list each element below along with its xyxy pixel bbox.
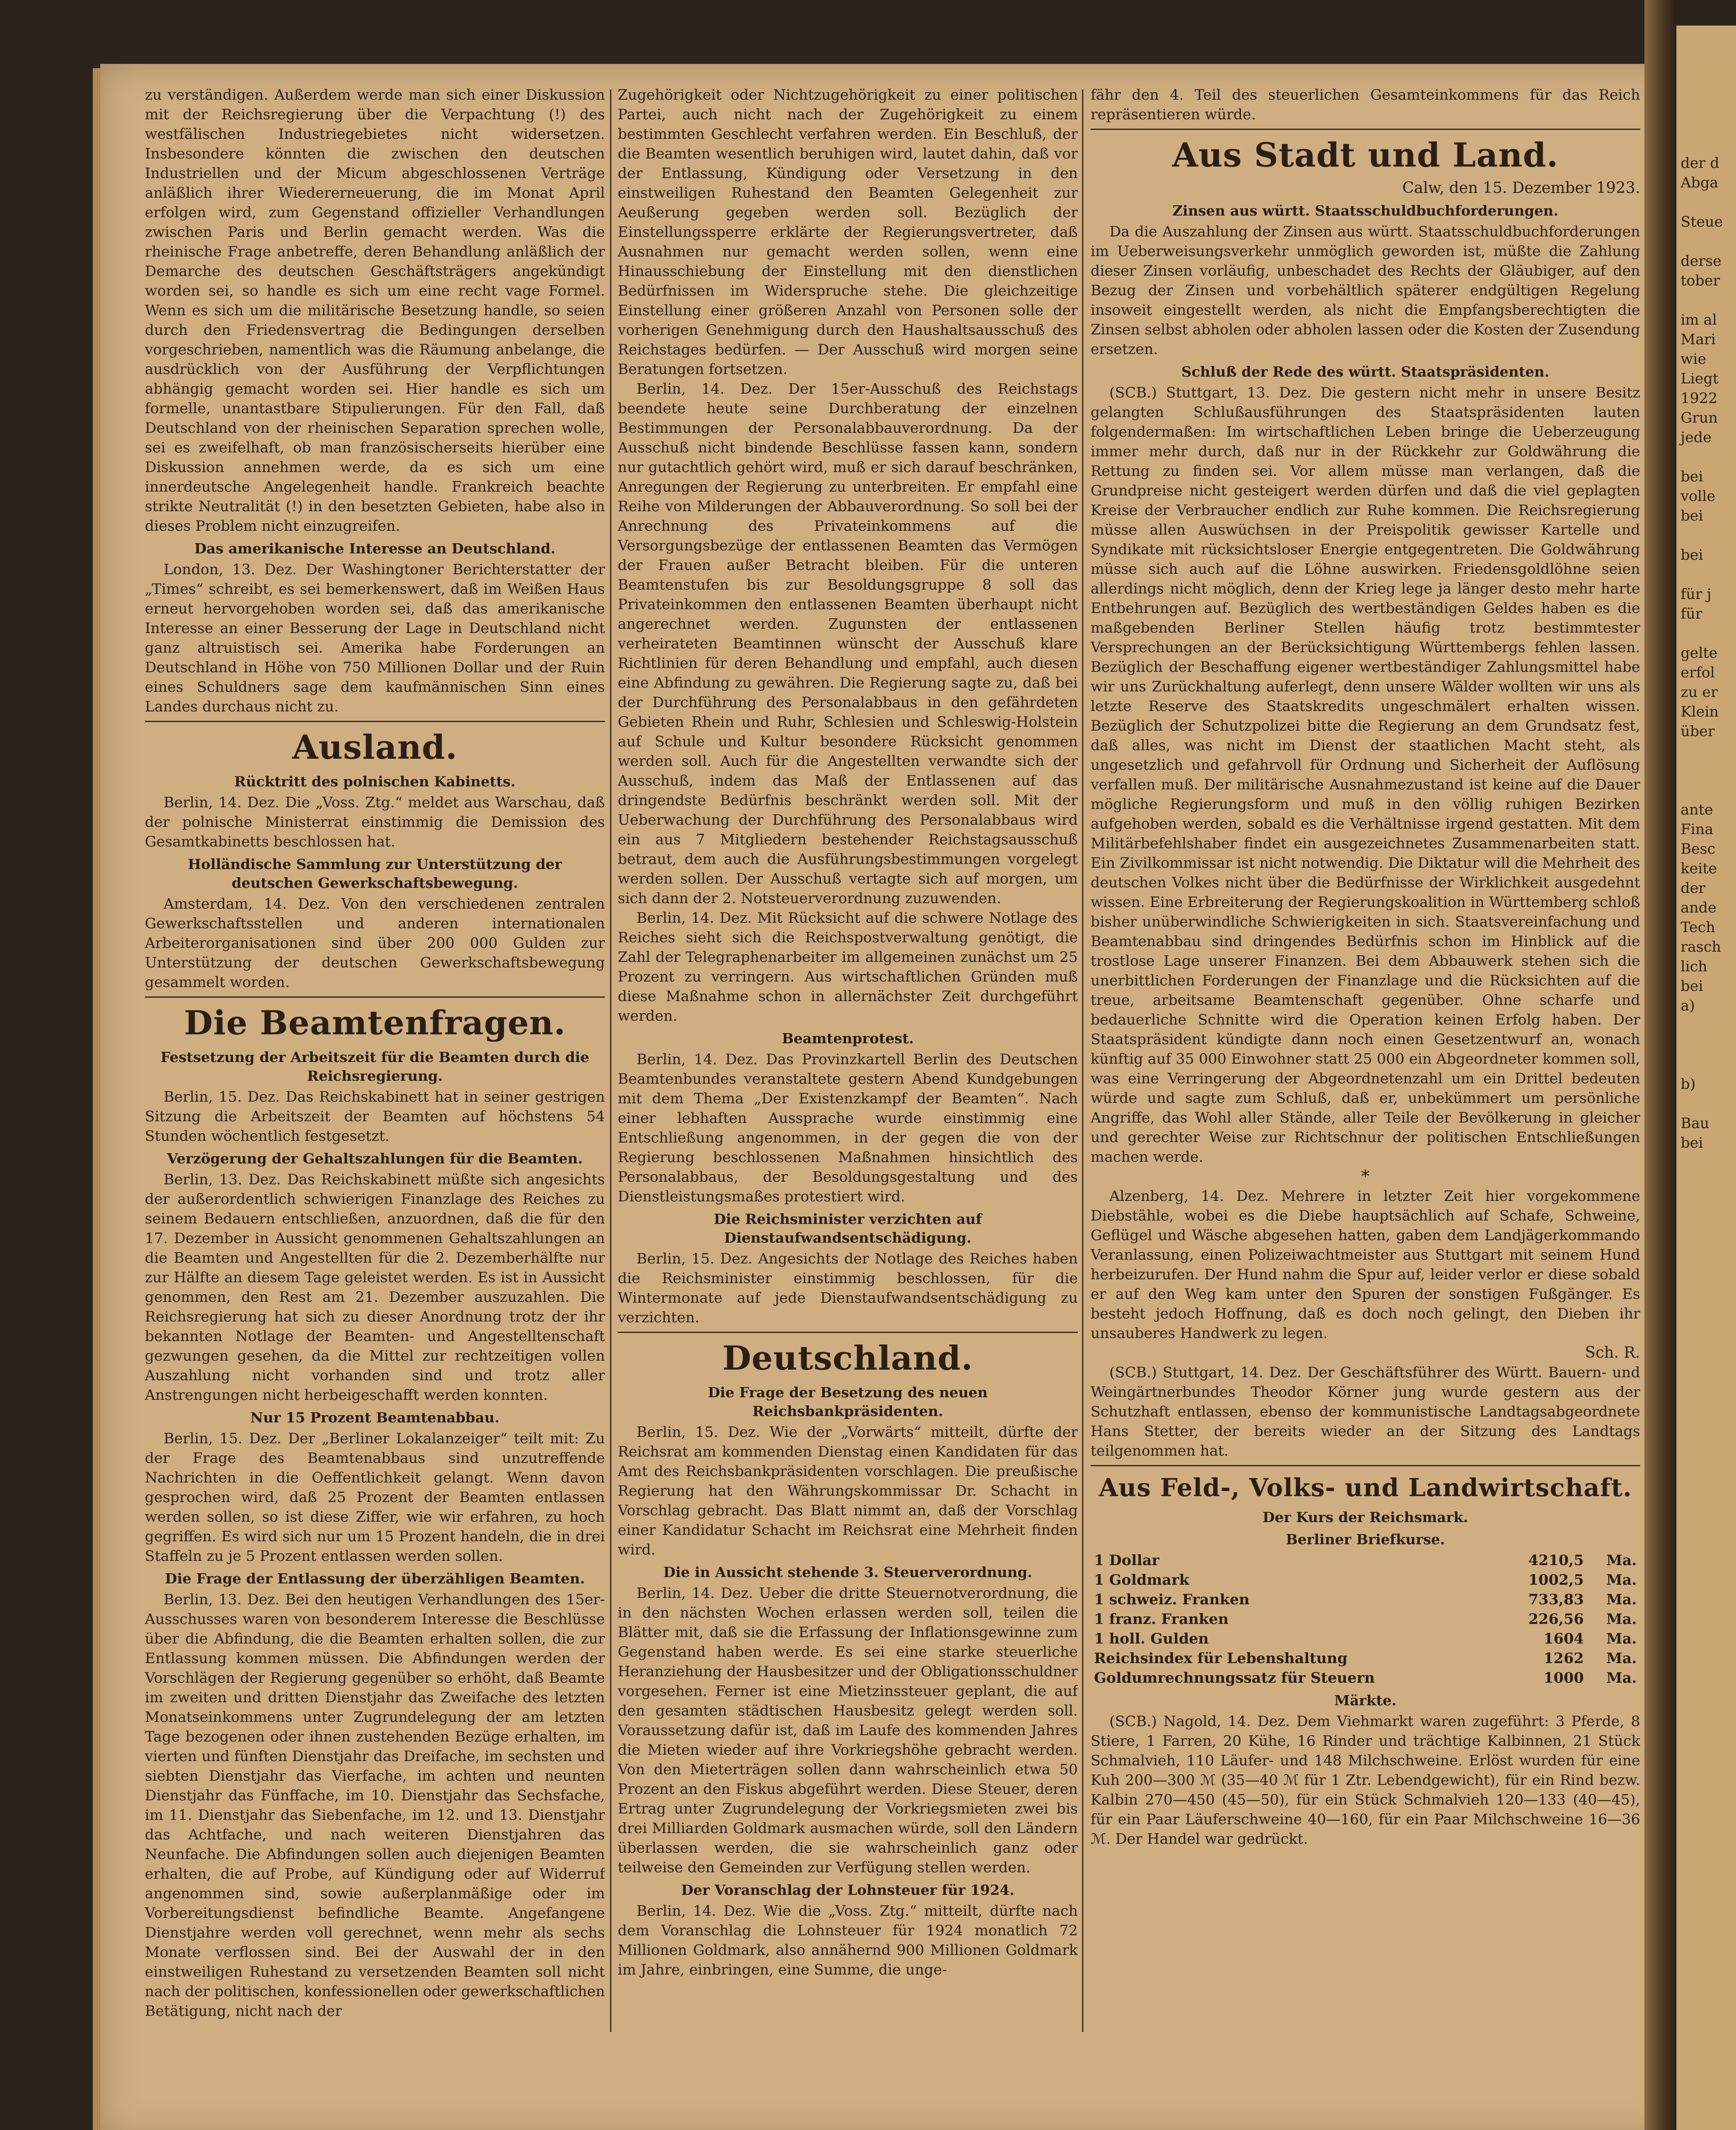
fragment-line <box>1681 741 1736 761</box>
fragment-line: volle <box>1681 488 1716 505</box>
rate-unit: Ma. <box>1606 1630 1637 1647</box>
article-text: (SCB.) Stuttgart, 13. Dez. Die gestern nicht mehr in unsere Besitz gelangten Schlußausführungen des Staatspräsidenten lauten folgendermaßen: Im wirtschaftlichen Leben bringe die Ueberzeugung immer mehr durch, daß nur in der Rückkehr zur Goldwährung die Rettung zu finden sei. Vor allem müsse man verlangen, daß die Grundpreise nicht gesteigert werden dürfen und daß die viel geplagten Kreise der Verbraucher endlich zur Ruhe kommen. Die Reichsregierung müsse allen Auswüchsen in der Preispolitik gewisser Kartelle und Syndikate mit rücksichtsloser Energie entgegentreten. Die Goldwährung müsse sich auch auf die Löhne auswirken. Friedensgoldlöhne seien allerdings nicht möglich, denn der Krieg lege ja länger desto mehr harte Entbehrungen auf. Bezüglich des wertbeständigen Geldes haben es die maßgebenden Berliner Stellen häufig trotz bestimmtester Versprechungen an der Berücksichtigung Württembergs fehlen lassen. Bezüglich der Beschaffung eigener wertbeständiger Zahlungsmittel habe wir uns Zurückhaltung auferlegt, denn unsere Wälder wollten wir uns als letzte Reserve des Staatskredits ungeschmälert erhalten wissen. Bezüglich der Schutzpolizei bitte die Regierung an dem Grundsatz fest, daß alles, was nicht im Dienst der staatlichen Macht steht, als ungesetzlich und gefahrvoll für Ordnung und Sicherheit der Auflösung verfallen muß. Der militärische Ausnahmezustand ist keine auf die Dauer mögliche Regierungsform und muß in den völlig ruhigen Bezirken aufgehoben werden, sobald es die Verhältnisse irgend gestatten. Mit dem Militärbefehlshaber findet ein ausgezeichnetes Zusammenarbeiten statt. Ein Zivilkommissar ist nicht notwendig. Die Diktatur will die Mehrheit des deutschen Volkes nicht über die Bedürfnisse der Wirklichkeit ausgedehnt wissen. Eine Erbreiterung der Regierungskoalition in Württemberg schloß bisher unüberwindliche Schwierigkeiten in sich. Staatsvereinfachung und Beamtenabbau sind dringendes Bedürfnis schon im Hinblick auf die trostlose Lage unserer Finanzen. Bei dem Abbauwerk stehen sich die unerbittlichen Forderungen der Finanzlage und die Rücksichten auf die treue, arbeitsame Beamtenschaft gegenüber. Ohne scharfe und bedauerliche Schnitte wird die Operation keinen Erfolg haben. Der Staatspräsident kündigte dann noch einen Gesetzentwurf an, wonach künftig auf 35 000 Einwohner statt 25 000 ein Abgeordneter kommen soll, was eine Verringerung der Abgeordnetenzahl um ein Drittel bedeuten würde und sagte zum Schluß, daß er, unbekümmert um persönliche Angriffe, das Wohl aller Stände, aller Teile der Bevölkerung in gleicher und gerechter Weise zur Richtschnur der politischen Entschließungen machen werde. <box>1091 384 1640 1166</box>
article-text: Berlin, 14. Dez. Der 15er-Ausschuß des Reichstags beendete heute seine Durchberatung der einzelnen Bestimmungen der Personalabbauverordnung. Da der Ausschuß nicht bindende Beschlüsse fassen kann, sondern nur gutachtlich gehört wird, muß er sich darauf beschränken, Anregungen der Regierung zu unterbreiten. Er empfahl eine Reihe von Milderungen der Abbauverordnung. So soll bei der Anrechnung des Privateinkommens auf die Versorgungsbezüge der entlassenen Beamten das Vermögen der Frauen außer Betracht bleiben. Für die unteren Beamtenstufen bis zur Besoldungsgruppe 8 soll das Privateinkommen den entlassenen Beamten überhaupt nicht angerechnet werden. Zugunsten der entlassenen verheirateten Beamtinnen wünscht der Ausschuß klare Richtlinien für deren Behandlung und empfahl, auch diesen eine Abfindung zu gewähren. Die Regierung sagte zu, daß bei der Durchführung des Personalabbaus in den gefährdeten Gebieten Rhein und Ruhr, Schlesien und Schleswig-Holstein auf Schule und Kultur besondere Rücksicht genommen werden soll. Auch für die Angestellten verwandte sich der Ausschuß, indem das Maß der Entlassenen auf das dringendste Bedürfnis beschränkt werden soll. Mit der Ueberwachung der Durchführung des Personalabbaus wird ein aus 7 Mitgliedern bestehender Reichstagsausschuß betraut, dem auch die Ausführungsbestimmungen vorgelegt werden sollen. Der Ausschuß vertagte sich auf morgen, um sich dann der 2. Notsteuerverordnung zuzuwenden. <box>618 380 1078 907</box>
exchange-rate-table <box>1091 1551 1640 1688</box>
adjacent-page-fragment <box>1676 26 1736 2130</box>
rate-value: 226,56 <box>1528 1611 1584 1628</box>
article-text: Berlin, 14. Dez. Mit Rücksicht auf die schwere Notlage des Reiches sieht sich die Reichspostverwaltung genötigt, die Zahl der Telegraphenarbeiter im allgemeinen zunächst um 25 Prozent zu verringern. Aus wirtschaftlichen Gründen muß diese Maßnahme schon in allernächster Zeit durchgeführt werden. <box>618 910 1078 1025</box>
fragment-line: 1922 <box>1681 390 1718 407</box>
section-heading-stadt-und-land: Aus Stadt und Land. <box>1172 136 1559 175</box>
fragment-line: Liegt <box>1681 370 1719 387</box>
rate-value: 4210,5 <box>1528 1552 1584 1569</box>
article-subheading: Berliner Briefkurse. <box>1286 1531 1445 1548</box>
section-divider <box>1091 129 1640 130</box>
fragment-line: ante <box>1681 801 1713 818</box>
column-2 <box>618 85 1078 2036</box>
fragment-line: Grun <box>1681 409 1718 426</box>
fragment-line <box>1681 1016 1736 1035</box>
rate-name: 1 franz. Franken <box>1094 1611 1229 1628</box>
fragment-line <box>1681 1055 1736 1074</box>
rate-value: 1604 <box>1543 1630 1584 1647</box>
article-text: Berlin, 15. Dez. Angesichts der Notlage des Reiches haben die Reichsminister einstimmig beschlossen, für die Wintermonate auf jede Dienstaufwandsentschädigung zu verzichten. <box>618 1250 1078 1326</box>
fragment-line: Besc <box>1681 840 1716 858</box>
rate-value: 1262 <box>1543 1650 1584 1667</box>
fragment-line <box>1681 447 1736 467</box>
article-text: Berlin, 13. Dez. Das Reichskabinett müßte sich angesichts der außerordentlich schwierigen Finanzlage des Reiches zu seinem Bedauern entschließen, anzuordnen, daß die für den 17. Dezember in Aussicht genommenen Gehaltszahlungen an die Beamten und Angestellten für die 2. Dezemberhälfte nur zur Hälfte an diesem Tage geleistet werden. Es ist in Aussicht genommen, den Rest am 21. Dezember auszuzahlen. Die Reichsregierung hat sich zu dieser Anordnung trotz der ihr bekannten Notlage der Beamten- und Angestelltenschaft gezwungen gesehen, da die Mittel zur rechtzeitigen vollen Auszahlung nicht vorhanden sind und trotz aller Anstrengungen nicht herbeigeschafft werden konnten. <box>145 1171 605 1404</box>
article-heading: Schluß der Rede des württ. Staatspräsidenten. <box>1181 363 1549 380</box>
article-text: fähr den 4. Teil des steuerlichen Gesamteinkommens für das Reich repräsentieren würde. <box>1091 86 1640 123</box>
article-text: Zugehörigkeit oder Nichtzugehörigkeit zu einer politischen Partei, auch nicht nach der Zugehörigkeit zu einem bestimmten Geschlecht verfahren werden. Ein Beschluß, der die Beamten wesentlich beruhigen wird, lautet dahin, daß vor der Entlassung, Kündigung oder Versetzung in den einstweiligen Ruhestand den Beamten Gelegenheit zur Aeußerung gegeben werden soll. Bezüglich der Einstellungssperre erklärte der Regierungsvertreter, daß Ausnahmen nur gemacht werden sollen, wenn eine Hinausschiebung der Einstellung mit den dienstlichen Bedürfnissen im Widerspruche stehe. Die gleichzeitige Einstellung einer größeren Anzahl von Personen solle der vorherigen Genehmigung durch den Haushaltsausschuß des Reichstages bedürfen. — Der Ausschuß wird morgen seine Beratungen fortsetzen. <box>618 86 1078 378</box>
rate-unit: Ma. <box>1606 1611 1637 1628</box>
fragment-line: bei <box>1681 468 1703 485</box>
article-heading: Der Kurs der Reichsmark. <box>1262 1509 1468 1526</box>
article-text: zu verständigen. Außerdem werde man sich einer Diskussion mit der Reichsregierung über die Verpachtung (!) des westfälischen Industriegebietes nicht widersetzen. Insbesondere könnten die zwischen den deutschen Industriellen und der Micum abgeschlossenen Verträge anläßlich ihrer Wiedererneuerung, die im Monat April erfolgen wird, zum Gegenstand offizieller Verhandlungen zwischen Paris und Berlin gemacht werden. Was die rheinische Frage anbetreffe, deren Behandlung anläßlich der Demarche des deutschen Geschäftsträgers angekündigt worden sei, so handle es sich um eine recht vage Formel. Wenn es sich um die militärische Besetzung handle, so seien durch den Friedensvertrag die Bedingungen derselben vorgeschrieben, namentlich was die Räumung anbelange, die ausdrücklich von der Ausführung der Verpflichtungen abhängig gemacht worden sei. Hier handle es sich um formelle, unantastbare Stipulierungen. Für den Fall, daß Deutschland von der rheinischen Separation sprechen wolle, sei es zweifelhaft, ob man französischerseits hierüber eine Diskussion annehmen werde, da es sich um eine innerdeutsche Angelegenheit handle. Frankreich beachte strikte Neutralität (!) in den besetzten Gebieten, habe also in dieses Problem nicht einzugreifen. <box>145 86 605 535</box>
article-text: Berlin, 14. Dez. Das Provinzkartell Berlin des Deutschen Beamtenbundes veranstaltete gestern Abend Kundgebungen mit dem Thema „Der Existenzkampf der Beamten“. Nach einer lebhaften Aussprache wurde einstimmig eine Entschließung angenommen, in der gegen die von der Regierung beschlossenen Maßnahmen hinsichtlich des Personalabbaus, der Besoldungsgestaltung und des Dienstleistungsmaßes protestiert wird. <box>618 1051 1078 1205</box>
rate-name: 1 holl. Gulden <box>1094 1630 1209 1647</box>
rate-unit: Ma. <box>1606 1591 1637 1608</box>
rate-row <box>1091 1609 1640 1629</box>
fragment-line: derse <box>1681 253 1722 270</box>
fragment-line: für j <box>1681 586 1712 603</box>
fragment-line: bei <box>1681 547 1703 564</box>
article-heading: Die Frage der Entlassung der überzähligen Beamten. <box>165 1570 585 1587</box>
rate-unit: Ma. <box>1606 1669 1637 1687</box>
rate-row <box>1091 1570 1640 1590</box>
fragment-line: zu er <box>1681 684 1718 701</box>
rate-name: Reichsindex für Lebenshaltung <box>1094 1650 1347 1667</box>
section-divider <box>618 1332 1078 1333</box>
fragment-line <box>1681 526 1736 545</box>
article-text: Berlin, 13. Dez. Bei den heutigen Verhandlungen des 15er-Ausschusses waren von besonderem Interesse die Beschlüsse über die Abfindung, die die Beamten erhalten sollen, die zur Entlassung kommen müssen. Die Abfindungen werden der Vorschlägen der Regierung gegenüber so erhöht, daß Beamte im zweiten und dritten Dienstjahr das Zweifache des letzten Monatseinkommens unter Zugrundelegung der am letzten Tage bezogenen oder ihnen zustehenden Bezüge erhalten, im vierten und fünften Dienstjahr das Dreifache, im sechsten und siebten Dienstjahr das Vierfache, im achten und neunten Dienstjahr das Fünffache, im 10. Dienstjahr das Sechsfache, im 11. Dienstjahr das Siebenfache, im 12. und 13. Dienstjahr das Achtfache, und nach weiteren Dienstjahren das Neunfache. Die Abfindungen sollen auch diejenigen Beamten erhalten, die auf Probe, auf Kündigung oder auf Widerruf angenommen sind, sowie außerplanmäßige oder im Vorbereitungsdienst befindliche Beamte. Angefangene Dienstjahre werden voll gerechnet, wenn mehr als sechs Monate verflossen sind. Bei der Auswahl der in den einstweiligen Ruhestand zu versetzenden Beamten soll nicht nach der politischen, konfessionellen oder gewerkschaftlichen Betätigung, nicht nach der <box>145 1591 605 2020</box>
fragment-line <box>1681 193 1736 212</box>
article-heading: Zinsen aus württ. Staatsschuldbuchforderungen. <box>1172 202 1559 219</box>
article-heading: Holländische Sammlung zur Unterstützung der deutschen Gewerkschaftsbewegung. <box>187 856 562 891</box>
fragment-line: tober <box>1681 272 1720 289</box>
section-heading-landwirtschaft: Aus Feld-, Volks- und Landwirtschaft. <box>1099 1473 1632 1502</box>
fragment-line <box>1681 291 1736 310</box>
section-divider <box>145 996 605 998</box>
rate-unit: Ma. <box>1606 1552 1637 1569</box>
article-heading: Rücktritt des polnischen Kabinetts. <box>234 773 516 790</box>
fragment-line: Abga <box>1681 174 1719 191</box>
article-heading: Nur 15 Prozent Beamtenabbau. <box>250 1409 500 1426</box>
rate-name: 1 Goldmark <box>1094 1572 1189 1589</box>
section-heading-beamtenfragen: Die Beamtenfragen. <box>184 1004 566 1042</box>
article-heading: Festsetzung der Arbeitszeit für die Beamten durch die Reichsregierung. <box>160 1049 590 1084</box>
rate-row <box>1091 1649 1640 1668</box>
rate-row <box>1091 1629 1640 1649</box>
fragment-line <box>1681 780 1736 800</box>
fragment-line: der <box>1681 880 1706 897</box>
article-heading: Die in Aussicht stehende 3. Steuerverordnung. <box>663 1564 1033 1580</box>
article-heading: Märkte. <box>1334 1692 1396 1709</box>
rate-value: 1002,5 <box>1528 1572 1584 1589</box>
article-text: Berlin, 14. Dez. Die „Voss. Ztg.“ meldet aus Warschau, daß der polnische Ministerrat einstimmig die Demission des Gesamtkabinetts beschlossen hat. <box>145 794 605 850</box>
article-heading: Die Frage der Besetzung des neuen Reichsbankpräsidenten. <box>708 1384 988 1419</box>
section-heading-deutschland: Deutschland. <box>722 1339 973 1378</box>
section-heading-ausland: Ausland. <box>292 728 458 767</box>
article-text: Berlin, 15. Dez. Wie der „Vorwärts“ mitteilt, dürfte der Reichsrat am kommenden Dienstag einen Kandidaten für das Amt des Reichsbankpräsidenten vorschlagen. Die preußische Regierung hat den Währungskommissar Dr. Schacht in Vorschlag gebracht. Das Blatt nimmt an, daß der Vorschlag einer Kandidatur Schacht im Reichsrat eine Mehrheit finden wird. <box>618 1424 1078 1558</box>
fragment-line <box>1681 232 1736 251</box>
fragment-line: lich <box>1681 958 1707 975</box>
article-text: Berlin, 15. Dez. Das Reichskabinett hat in seiner gestrigen Sitzung die Arbeitszeit der Beamten auf höchstens 54 Stunden wöchentlich festgesetzt. <box>145 1088 605 1145</box>
fragment-line: Tech <box>1681 919 1716 936</box>
fragment-line: jede <box>1681 429 1712 446</box>
fragment-line: Bau <box>1681 1115 1710 1132</box>
article-text: Berlin, 14. Dez. Ueber die dritte Steuernotverordnung, die in den nächsten Wochen erlassen werden soll, teilen die Blätter mit, daß sie die Erfassung der Inflationsgewinne zum Gegenstand haben werde. Es sei eine starke steuerliche Heranziehung der Hausbesitzer und der Obligationsschuldner vorgesehen. Ferner ist eine Mietzinssteuer geplant, die auf den gesamten städtischen Hausbesitz gelegt werden soll. Voraussetzung dafür ist, daß im Laufe des kommenden Jahres die Mieten wieder auf ihre Vorkriegshöhe gebracht werden. Von den Mieterträgen sollen dann wahrscheinlich etwa 50 Prozent an den Fiskus abgeführt werden. Diese Steuer, deren Ertrag unter Zugrundelegung der Vorkriegsmieten zwei bis drei Milliarden Goldmark ausmachen würde, soll den Ländern überlassen werden, die sie wahrscheinlich ganz oder teilweise den Gemeinden zur Verfügung stellen werden. <box>618 1585 1078 1876</box>
article-text: Berlin, 14. Dez. Wie die „Voss. Ztg.“ mitteilt, dürfte nach dem Voranschlag die Lohnsteuer für 1924 monatlich 72 Millionen Goldmark, also annähernd 900 Millionen Goldmark im Jahre, einbringen, eine Summe, die unge- <box>618 1903 1078 1978</box>
rate-row <box>1091 1668 1640 1688</box>
column-1 <box>145 85 605 2036</box>
rate-value: 733,83 <box>1528 1591 1584 1608</box>
fragment-line <box>1681 1035 1736 1055</box>
fragment-line: im al <box>1681 311 1717 328</box>
fragment-line: der d <box>1681 155 1719 172</box>
article-heading: Verzögerung der Gehaltszahlungen für die Beamten. <box>167 1150 583 1167</box>
fragment-line: Steue <box>1681 213 1723 230</box>
article-text: London, 13. Dez. Der Washingtoner Berichterstatter der „Times“ schreibt, es sei bemerkenswert, daß im Weißen Haus erneut hervorgehoben worden sei, daß das amerikanische Interesse an einer Besserung der Lage in Deutschland nicht ganz altruistisch sei. Amerika habe Forderungen an Deutschland in Höhe von 750 Millionen Dollar und der Ruin eines Schuldners sage dem kaufmännischen Sinn eines Landes durchaus nicht zu. <box>145 561 605 715</box>
fragment-line <box>1681 1094 1736 1114</box>
fragment-line: erfol <box>1681 664 1715 681</box>
signature: Sch. R. <box>1585 1344 1640 1361</box>
rate-row <box>1091 1551 1640 1570</box>
fragment-line: b) <box>1681 1076 1696 1093</box>
rate-row <box>1091 1590 1640 1609</box>
rate-name: Goldumrechnungssatz für Steuern <box>1094 1669 1375 1687</box>
fragment-line: ande <box>1681 899 1717 916</box>
article-text: Berlin, 15. Dez. Der „Berliner Lokalanzeiger“ teilt mit: Zu der Frage des Beamtenabbaus sind unzutreffende Nachrichten in die Oeffentlichkeit gelangt. Wenn davon gesprochen wird, daß 25 Prozent der Beamten entlassen werden sollen, so ist diese Ziffer, wie wir erfahren, zu hoch gegriffen. Es wird sich nur um 15 Prozent handeln, die in drei Staffeln zu je 5 Prozent entlassen werden sollen. <box>145 1430 605 1565</box>
book-spine <box>1644 0 1676 2130</box>
article-text: Da die Auszahlung der Zinsen aus württ. Staatsschuldbuchforderungen im Ueberweisungsverkehr unmöglich geworden ist, müßte die Zahlung dieser Zinsen vorläufig, unbeschadet des Rechts der Gläubiger, auf den Bezug der Zinsen und vorbehältlich späterer endgültigen Regelung insoweit eingestellt werden, als nicht die Empfangsberechtigten die Zinsen selbst abholen oder abholen lassen oder die Kosten der Zusendung ersetzen. <box>1091 223 1640 358</box>
article-text: Alzenberg, 14. Dez. Mehrere in letzter Zeit hier vorgekommene Diebstähle, wobei es die Diebe hauptsächlich auf Schafe, Schweine, Geflügel und Wäsche abgesehen hatten, gaben dem Landjägerkommando Veranlassung, einen Polizeiwachtmeister aus Stuttgart mit seinem Hund herbeizurufen. Der Hund nahm die Spur auf, leider verlor er diese sobald er auf den Weg kam unter den Spuren der sonstigen Fußgänger. Es besteht jedoch Hoffnung, daß es doch noch gelingt, den Dieben ihr unsauberes Handwerk zu legen. <box>1091 1188 1640 1342</box>
fragment-line: Fina <box>1681 821 1713 838</box>
article-text: (SCB.) Nagold, 14. Dez. Dem Viehmarkt waren zugeführt: 3 Pferde, 8 Stiere, 1 Farren, 20 Kühe, 16 Rinder und trächtige Kalbinnen, 21 Stück Schmalvieh, 110 Läufer- und 148 Milchschweine. Erlöst wurden für eine Kuh 200—300 ℳ (35—40 ℳ für 1 Ztr. Lebendgewicht), für ein Rind bezw. Kalbin 270—450 (45—50), für ein Stück Schmalvieh 120—133 (40—45), für ein Paar Läuferschweine 40—160, für ein Paar Milchschweine 16—36 ℳ. Der Handel war gedrückt. <box>1091 1713 1640 1848</box>
fragment-line <box>1681 565 1736 584</box>
fragment-line <box>1681 624 1736 643</box>
fragment-line: Mari <box>1681 331 1716 348</box>
fragment-line <box>1681 761 1736 780</box>
column-rule <box>1082 89 1083 2032</box>
column-3 <box>1091 85 1640 2036</box>
rate-name: 1 schweiz. Franken <box>1094 1591 1249 1608</box>
dateline: Calw, den 15. Dezember 1923. <box>1402 179 1640 197</box>
article-heading: Der Voranschlag der Lohnsteuer für 1924. <box>681 1882 1015 1898</box>
column-rule <box>610 89 611 2032</box>
fragment-line: über <box>1681 723 1715 740</box>
section-divider <box>145 721 605 722</box>
fragment-line: wie <box>1681 351 1707 368</box>
fragment-line: bei <box>1681 507 1703 524</box>
separator-asterisk: * <box>1361 1167 1370 1186</box>
article-heading: Das amerikanische Interesse an Deutschland. <box>194 540 556 557</box>
fragment-line: bei <box>1681 978 1703 995</box>
rate-unit: Ma. <box>1606 1572 1637 1589</box>
fragment-line: rasch <box>1681 938 1721 956</box>
fragment-line: für <box>1681 605 1702 622</box>
section-divider <box>1091 1465 1640 1466</box>
fragment-line: Klein <box>1681 703 1719 720</box>
rate-value: 1000 <box>1543 1669 1584 1687</box>
article-heading: Die Reichsminister verzichten auf Dienstaufwandsentschädigung. <box>714 1211 982 1246</box>
article-text: Amsterdam, 14. Dez. Von den verschiedenen zentralen Gewerkschaftsstellen und anderen internationalen Arbeiterorganisationen sind über 200 000 Gulden zur Unterstützung der deutschen Gewerkschaftsbewegung gesammelt worden. <box>145 895 605 991</box>
fragment-line: bei <box>1681 1134 1703 1151</box>
fragment-line: keite <box>1681 860 1717 877</box>
rate-name: 1 Dollar <box>1094 1552 1160 1569</box>
article-heading: Beamtenprotest. <box>782 1030 914 1047</box>
fragment-line: gelte <box>1681 645 1718 662</box>
fragment-line: a) <box>1681 997 1695 1014</box>
article-text: (SCB.) Stuttgart, 14. Dez. Der Geschäftsführer des Württ. Bauern- und Weingärtnerbundes Theodor Körner jung wurde gestern aus der Schutzhaft entlassen, ebenso der kommunistische Landtagsabgeordnete Hans Stetter, der bereits wieder an der Sitzung des Landtags teilgenommen hat. <box>1091 1364 1640 1459</box>
rate-unit: Ma. <box>1606 1650 1637 1667</box>
